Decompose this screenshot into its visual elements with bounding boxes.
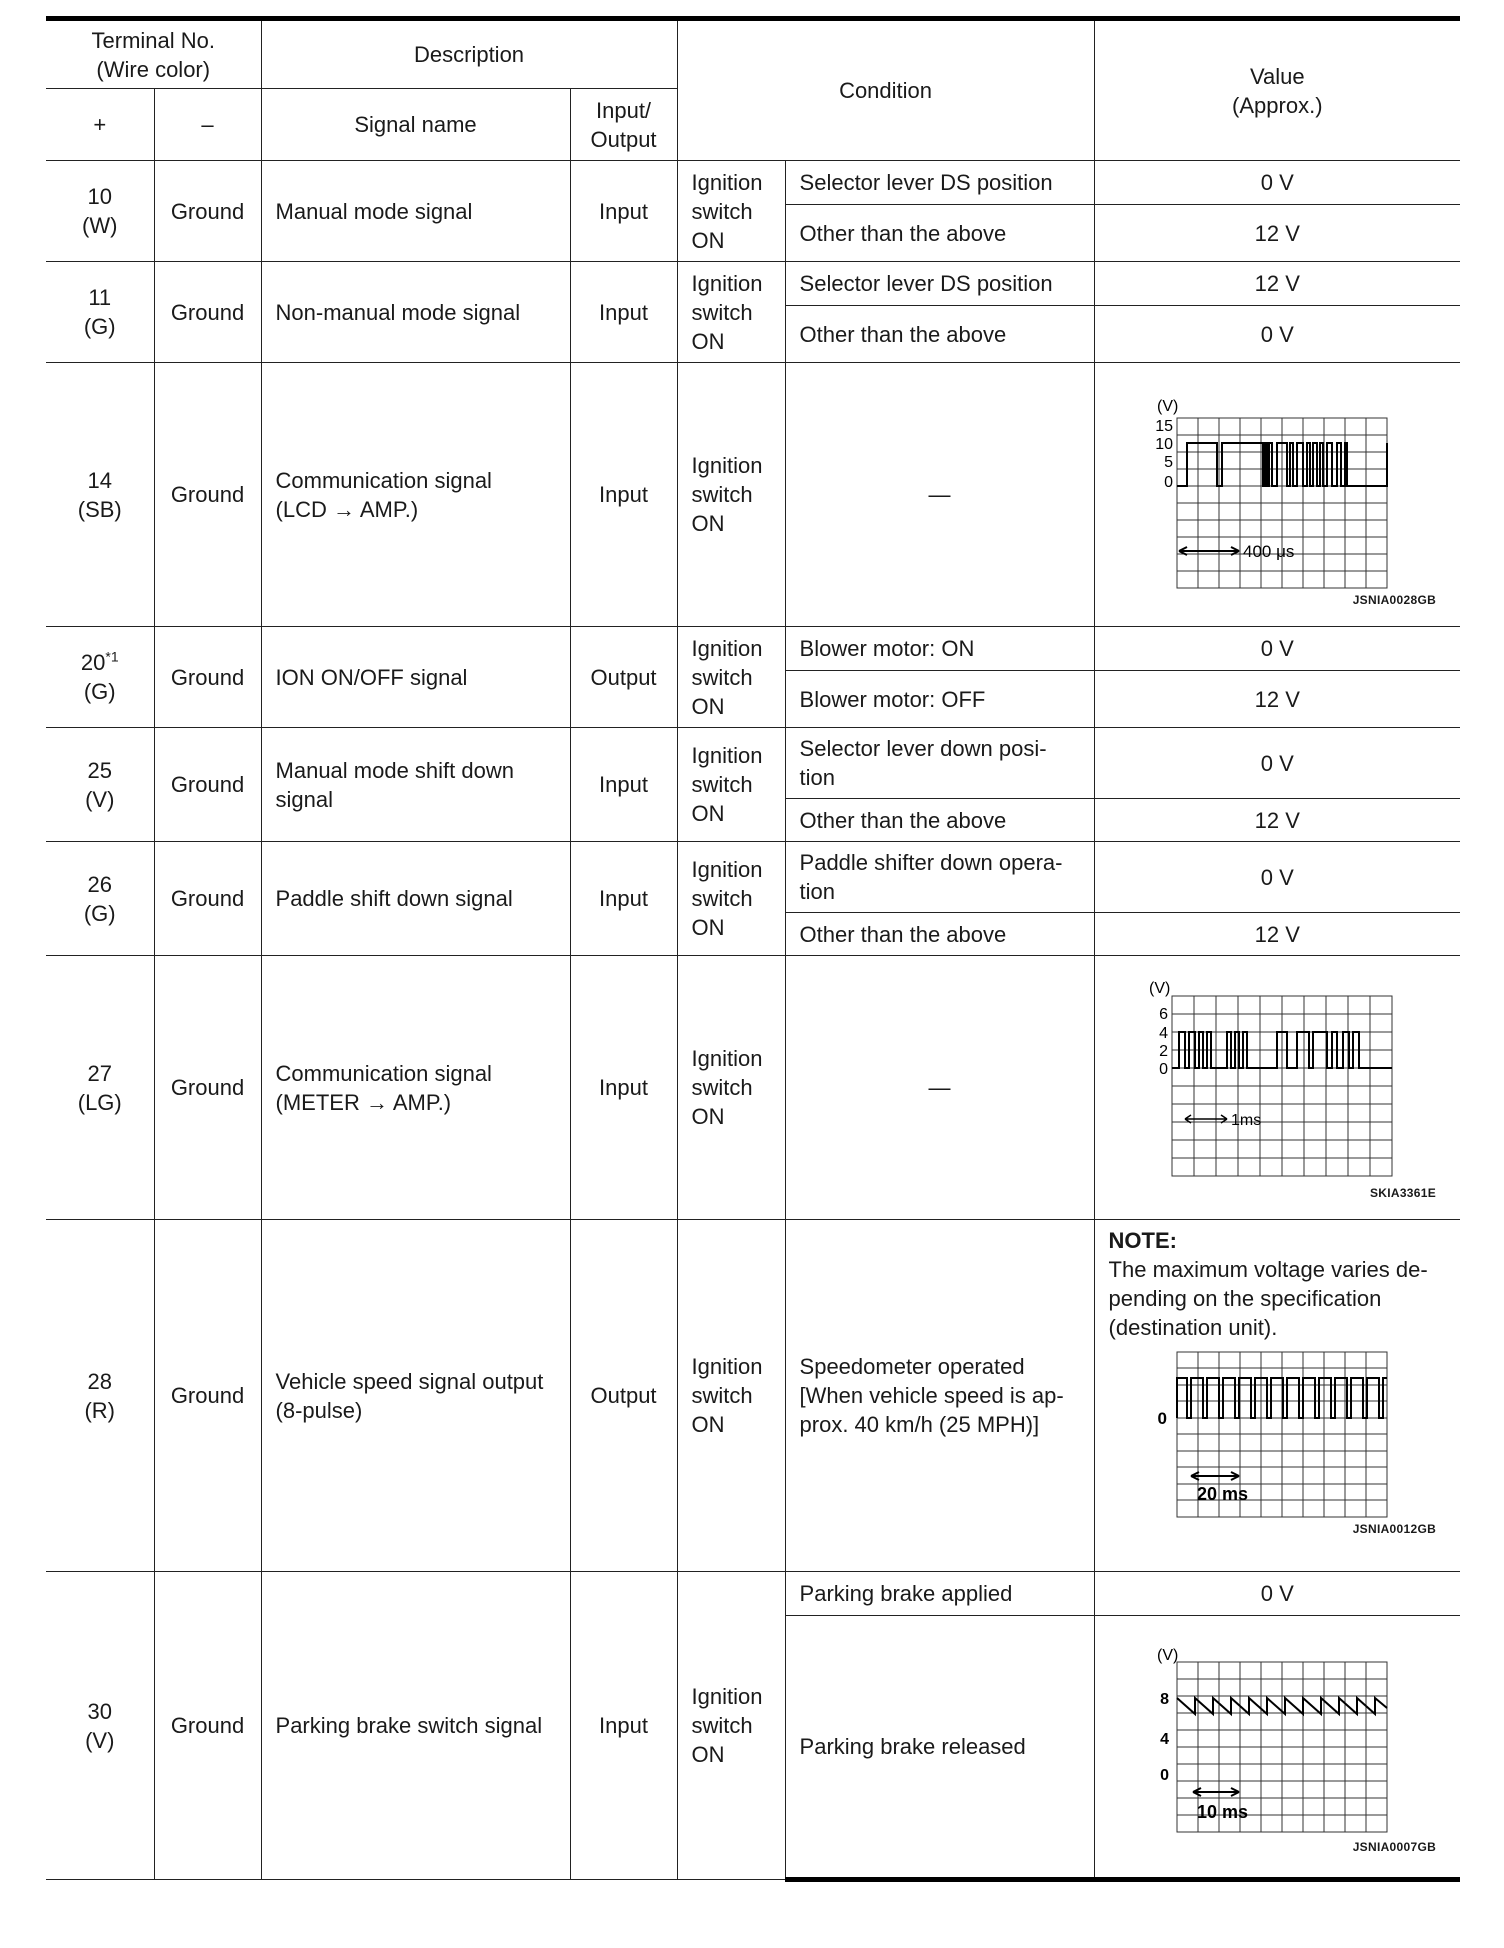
condition-line: tion [799,765,836,790]
value-cell: 12 V [1094,262,1460,306]
terminal-number: 10 [87,184,112,209]
wire-color: (G) [83,900,116,926]
y-tick: 15 [1155,417,1174,435]
ign-line: Ignition [691,635,763,661]
condition-cell: Other than the above [785,799,1094,842]
y-tick: 6 [1159,1005,1169,1023]
wire-color: (R) [84,1397,116,1423]
minus-header: – [154,89,261,161]
condition-line: Speedometer operated [799,1354,1025,1379]
input-output-header [570,89,677,161]
ground-cell: Ground [154,627,261,728]
y-tick: 0 [1159,1060,1169,1078]
signal-line: signal [275,786,333,812]
y-tick: 4 [1160,1730,1170,1748]
table-row [46,1220,1460,1572]
time-span-label: 1ms [1231,1111,1262,1129]
wire-color: (V) [85,786,115,812]
terminal-number: 25 [87,757,112,783]
ground-cell: Ground [154,1220,261,1572]
condition-line: Paddle shifter down opera- [799,850,1063,875]
terminal-no-label: Terminal No. [91,27,215,53]
terminal-cell [46,842,154,956]
ground-cell: Ground [154,262,261,363]
ign-line: switch [691,1383,753,1408]
signal-name: ION ON/OFF signal [261,627,570,728]
terminal-no-header [46,19,261,89]
unit-label: (V) [1157,1646,1179,1664]
condition-cell: Other than the above [785,306,1094,363]
ignition-cell [677,161,785,262]
condition-cell: Blower motor: ON [785,627,1094,671]
y-tick: 2 [1159,1042,1169,1060]
signal-name [261,1220,570,1572]
terminal-cell [46,262,154,363]
io-cell: Output [570,1220,677,1572]
ign-line: ON [691,915,725,940]
ignition-cell [677,956,785,1220]
y-tick: 4 [1159,1024,1169,1042]
ign-line: Ignition [691,453,763,478]
y-tick: 8 [1160,1690,1170,1708]
condition-cell: Selector lever DS position [785,161,1094,205]
io-cell: Output [570,627,677,728]
signal-line: (LCD → AMP.) [275,496,419,522]
value-cell: 12 V [1094,913,1460,956]
value-cell: 0 V [1094,306,1460,363]
waveform-cell [1094,1616,1460,1880]
ign-line: switch [691,1713,753,1738]
waveform-cell [1094,1220,1460,1572]
signal-name: Non-manual mode signal [261,262,570,363]
waveform-grid [1172,996,1392,1176]
ignition-cell [677,1220,785,1572]
figure-code: JSNIA0007GB [1352,1839,1437,1854]
input-label: Input/ [596,97,652,123]
terminal-number: 27 [87,1060,112,1086]
value-header [1094,19,1460,161]
condition-line: tion [799,879,836,904]
waveform-30 [1127,1640,1427,1840]
ign-line: switch [691,772,753,797]
terminal-cell [46,627,154,728]
signal-name-header: Signal name [261,89,570,161]
wire-color: (W) [82,213,118,238]
terminal-cell [46,1572,154,1880]
y-tick: 5 [1164,453,1174,471]
signal-name [261,728,570,842]
waveform-cell [1094,363,1460,627]
output-label: Output [590,126,657,152]
terminal-cell [46,1220,154,1572]
io-cell: Input [570,956,677,1220]
wire-color: (G) [83,679,116,704]
note-line: The maximum voltage varies de- [1108,1257,1428,1282]
ign-line: ON [691,693,725,719]
ign-line: switch [691,664,753,690]
ign-line: Ignition [691,743,763,768]
ign-line: ON [691,1412,725,1437]
table-row [46,262,1460,306]
waveform-27 [1127,976,1427,1186]
ign-line: switch [691,1075,753,1100]
signal-line: (8-pulse) [275,1397,363,1423]
signal-name [261,363,570,627]
ign-line: ON [691,328,725,354]
y-tick: 10 [1155,435,1174,453]
ign-line: Ignition [691,270,763,296]
time-span-label: 10 ms [1197,1801,1249,1822]
ground-cell: Ground [154,728,261,842]
value-cell: 0 V [1094,728,1460,799]
value-cell: 0 V [1094,1572,1460,1616]
signal-line: Vehicle speed signal output [275,1368,544,1394]
signal-line: (METER → AMP.) [275,1089,452,1115]
ignition-cell [677,627,785,728]
table-row [46,956,1460,1220]
terminal-cell [46,363,154,627]
terminal-number-text: 20 [80,650,106,675]
zero-label: 0 [1157,1409,1168,1428]
terminal-number: 26 [87,871,112,897]
terminal-number: 11 [88,285,112,310]
table-row [46,363,1460,627]
condition-cell: Other than the above [785,913,1094,956]
ignition-cell [677,1572,785,1880]
ignition-cell [677,363,785,627]
io-cell: Input [570,842,677,956]
note-title: NOTE: [1108,1228,1177,1253]
table-row [46,1572,1460,1616]
table-row [46,728,1460,799]
condition-cell: Parking brake applied [785,1572,1094,1616]
ign-line: switch [691,198,753,224]
wire-color: (V) [85,1727,115,1753]
wire-color: (SB) [77,496,122,522]
plus-header: + [46,89,154,161]
terminal-number: 28 [87,1368,112,1394]
ground-cell: Ground [154,1572,261,1880]
condition-line: Selector lever down posi- [799,736,1047,761]
table-row [46,842,1460,913]
condition-cell: Blower motor: OFF [785,671,1094,728]
ign-line: ON [691,801,725,826]
ign-line: ON [691,1104,725,1129]
waveform-cell [1094,956,1460,1220]
time-span-arrow [1193,1788,1239,1796]
ign-line: switch [691,482,753,507]
ground-cell: Ground [154,363,261,627]
condition-cell: Selector lever DS position [785,262,1094,306]
condition-line: prox. 40 km/h (25 MPH)] [799,1412,1040,1437]
terminal-cell [46,728,154,842]
table-row [46,627,1460,671]
ign-line: Ignition [691,169,763,195]
value-cell: 0 V [1094,842,1460,913]
ign-line: ON [691,227,725,253]
signal-name: Paddle shift down signal [261,842,570,956]
condition-cell: — [785,956,1094,1220]
approx-label: (Approx.) [1232,92,1323,118]
ignition-cell [677,262,785,363]
condition-cell [785,1220,1094,1572]
note-line: (destination unit). [1108,1315,1278,1340]
y-tick: 0 [1164,473,1174,491]
ign-line: Ignition [691,1354,763,1379]
terminal-cell [46,956,154,1220]
io-cell: Input [570,363,677,627]
ign-line: Ignition [691,1046,763,1071]
unit-label: (V) [1149,979,1171,997]
wire-color: (LG) [77,1089,122,1115]
signal-name: Parking brake switch signal [261,1572,570,1880]
note [1095,1220,1461,1342]
value-label: Value [1249,63,1305,89]
value-cell: 0 V [1094,627,1460,671]
table-row [46,161,1460,205]
signal-name [261,956,570,1220]
value-cell: 12 V [1094,799,1460,842]
figure-code: SKIA3361E [1369,1185,1437,1200]
value-cell: 0 V [1094,161,1460,205]
unit-label: (V) [1157,397,1179,415]
time-span-label: 400 μs [1243,541,1295,561]
figure-code: JSNIA0028GB [1352,592,1437,607]
waveform-trace [1177,1378,1387,1418]
description-header: Description [261,19,677,89]
signal-line: Manual mode shift down [275,757,514,783]
figure-code: JSNIA0012GB [1352,1522,1437,1536]
io-cell: Input [570,262,677,363]
io-cell: Input [570,161,677,262]
terminal-table [46,16,1460,1882]
waveform-28 [1127,1342,1427,1522]
ign-line: Ignition [691,857,763,882]
ign-line: switch [691,886,753,911]
header-row-1 [46,19,1460,89]
time-span-label: 20 ms [1197,1484,1249,1504]
condition-cell: Other than the above [785,205,1094,262]
condition-line: [When vehicle speed is ap- [799,1383,1064,1408]
ground-cell: Ground [154,842,261,956]
io-cell: Input [570,1572,677,1880]
value-cell: 12 V [1094,205,1460,262]
time-span-arrow [1191,1472,1239,1480]
footnote-mark: *1 [105,648,119,665]
ign-line: ON [691,511,725,536]
signal-line: Communication signal [275,467,492,493]
ground-cell: Ground [154,161,261,262]
signal-name: Manual mode signal [261,161,570,262]
value-cell: 12 V [1094,671,1460,728]
ign-line: ON [691,1742,725,1767]
condition-cell: — [785,363,1094,627]
note-line: pending on the specification [1108,1286,1382,1311]
terminal-number: 30 [87,1698,112,1724]
condition-cell [785,842,1094,913]
wire-color: (G) [83,314,116,339]
ground-cell: Ground [154,956,261,1220]
wire-color-label: (Wire color) [96,56,211,82]
terminal-cell [46,161,154,262]
condition-header: Condition [677,19,1094,161]
condition-cell: Parking brake released [785,1616,1094,1880]
ignition-cell [677,842,785,956]
ign-line: switch [691,299,753,325]
ign-line: Ignition [691,1684,763,1709]
condition-cell [785,728,1094,799]
waveform-14 [1127,383,1427,593]
ignition-cell [677,728,785,842]
terminal-number: 14 [87,467,112,493]
terminal-number [46,648,154,677]
signal-line: Communication signal [275,1060,492,1086]
y-tick: 0 [1160,1766,1170,1784]
io-cell: Input [570,728,677,842]
